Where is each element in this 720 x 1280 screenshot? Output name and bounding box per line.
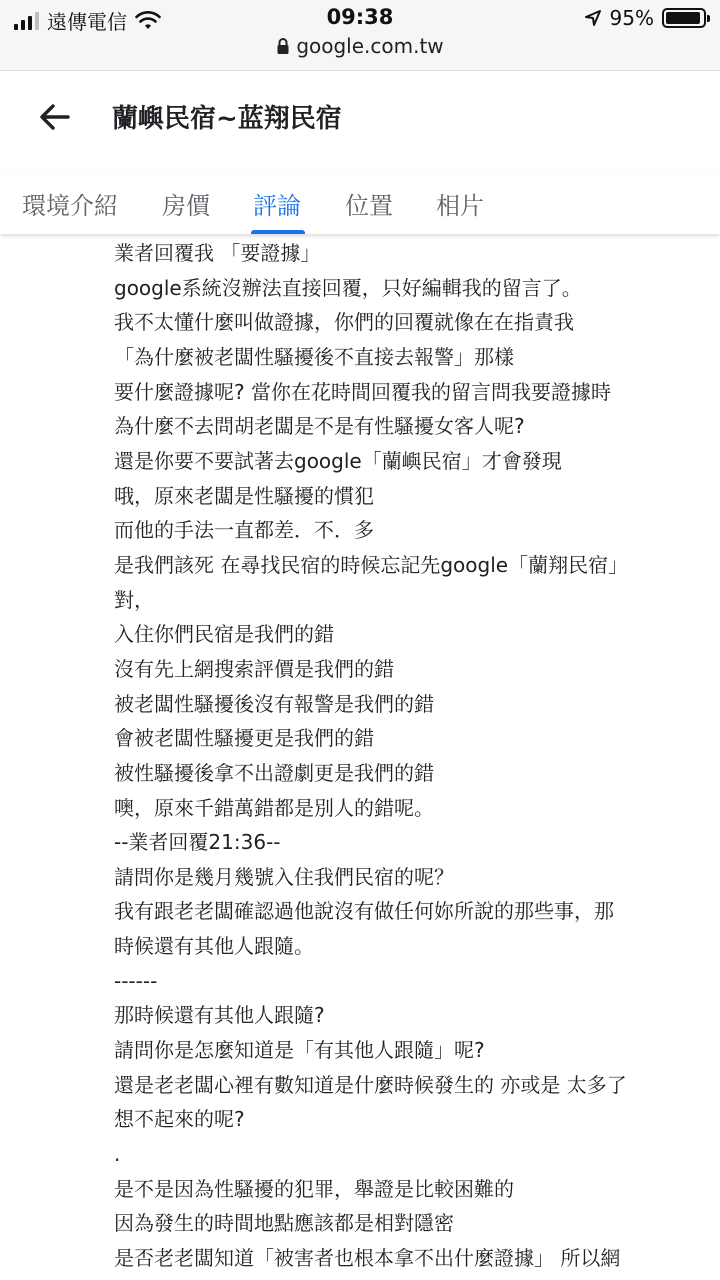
location-arrow-icon [584,9,602,27]
review-line: 還是老老闆心裡有數知道是什麼時候發生的 亦或是 太多了 [114,1072,627,1097]
review-line: 入住你們民宿是我們的錯 [114,622,334,647]
review-line: ------ [114,968,158,993]
review-line: 那時候還有其他人跟隨? [114,1003,325,1028]
status-right [584,6,706,30]
review-line: 我有跟老老闆確認過他說沒有做任何妳所說的那些事，那 [114,899,614,924]
status-time: 09:38 [326,5,394,29]
review-line: 「為什麼被老闆性騷擾後不直接去報警」那樣 [114,344,514,369]
battery-icon [662,8,706,28]
battery-fill [666,12,700,24]
tab-reviews[interactable]: 評論 [253,192,301,220]
app-header [0,71,720,161]
review-line: 會被老闆性騷擾更是我們的錯 [114,726,374,751]
review-line: . [114,1142,121,1167]
active-tab-indicator [251,230,305,234]
review-line: 是不是因為性騷擾的犯罪，舉證是比較困難的 [114,1176,514,1201]
review-line: 想不起來的呢? [114,1107,245,1132]
review-line: 請問你是怎麼知道是「有其他人跟隨」呢? [114,1038,485,1063]
page-title: 蘭嶼民宿~蓝翔民宿 [112,104,342,134]
lock-icon [276,37,290,55]
review-line: 請問你是幾月幾號入住我們民宿的呢？ [114,864,454,889]
review-line: 是我們該死 在尋找民宿的時候忘記先google「蘭翔民宿」 [114,552,629,577]
tab-price[interactable]: 房價 [162,192,210,220]
review-line: 是否老老闆知道「被害者也根本拿不出什麼證據」 所以網 [114,1246,621,1271]
tab-photos[interactable]: 相片 [436,192,484,220]
review-line: 對， [114,587,154,612]
review-line: 我不太懂什麼叫做證據，你們的回覆就像在在指責我 [114,310,574,335]
review-line: 要什麼證據呢? 當你在花時間回覆我的留言問我要證據時 [114,379,611,404]
review-text [114,236,704,1280]
tab-location[interactable]: 位置 [345,192,393,220]
battery-percent: 95% [609,6,654,30]
arrow-left-icon [38,103,70,131]
review-line: 被性騷擾後拿不出證劇更是我們的錯 [114,760,434,785]
review-line: 為什麼不去問胡老闆是不是有性騷擾女客人呢? [114,414,525,439]
review-line: google系統沒辦法直接回覆，只好編輯我的留言了。 [114,275,582,300]
status-bar [0,0,720,71]
review-line: --業者回覆21:36-- [114,830,281,855]
review-line: 因為發生的時間地點應該都是相對隱密 [114,1211,454,1236]
tab-environment[interactable]: 環境介紹 [22,192,118,220]
review-line: 被老闆性騷擾後沒有報警是我們的錯 [114,691,434,716]
review-line: 哦，原來老闆是性騷擾的慣犯 [114,483,374,508]
tab-bar [0,172,720,234]
url-bar[interactable] [0,34,720,58]
review-line: 沒有先上網搜索評價是我們的錯 [114,656,394,681]
review-line: 噢，原來千錯萬錯都是別人的錯呢。 [114,795,434,820]
url-text: google.com.tw [296,34,444,58]
review-line: 而他的手法一直都差．不．多 [114,518,374,543]
carrier-name: 遠傳電信 [47,10,127,34]
review-line: 業者回覆我 「要證據」 [114,241,321,265]
back-button[interactable] [30,93,78,141]
review-line: 還是你要不要試著去google「蘭嶼民宿」才會發現 [114,448,562,473]
review-line: 時候還有其他人跟隨。 [114,934,314,959]
